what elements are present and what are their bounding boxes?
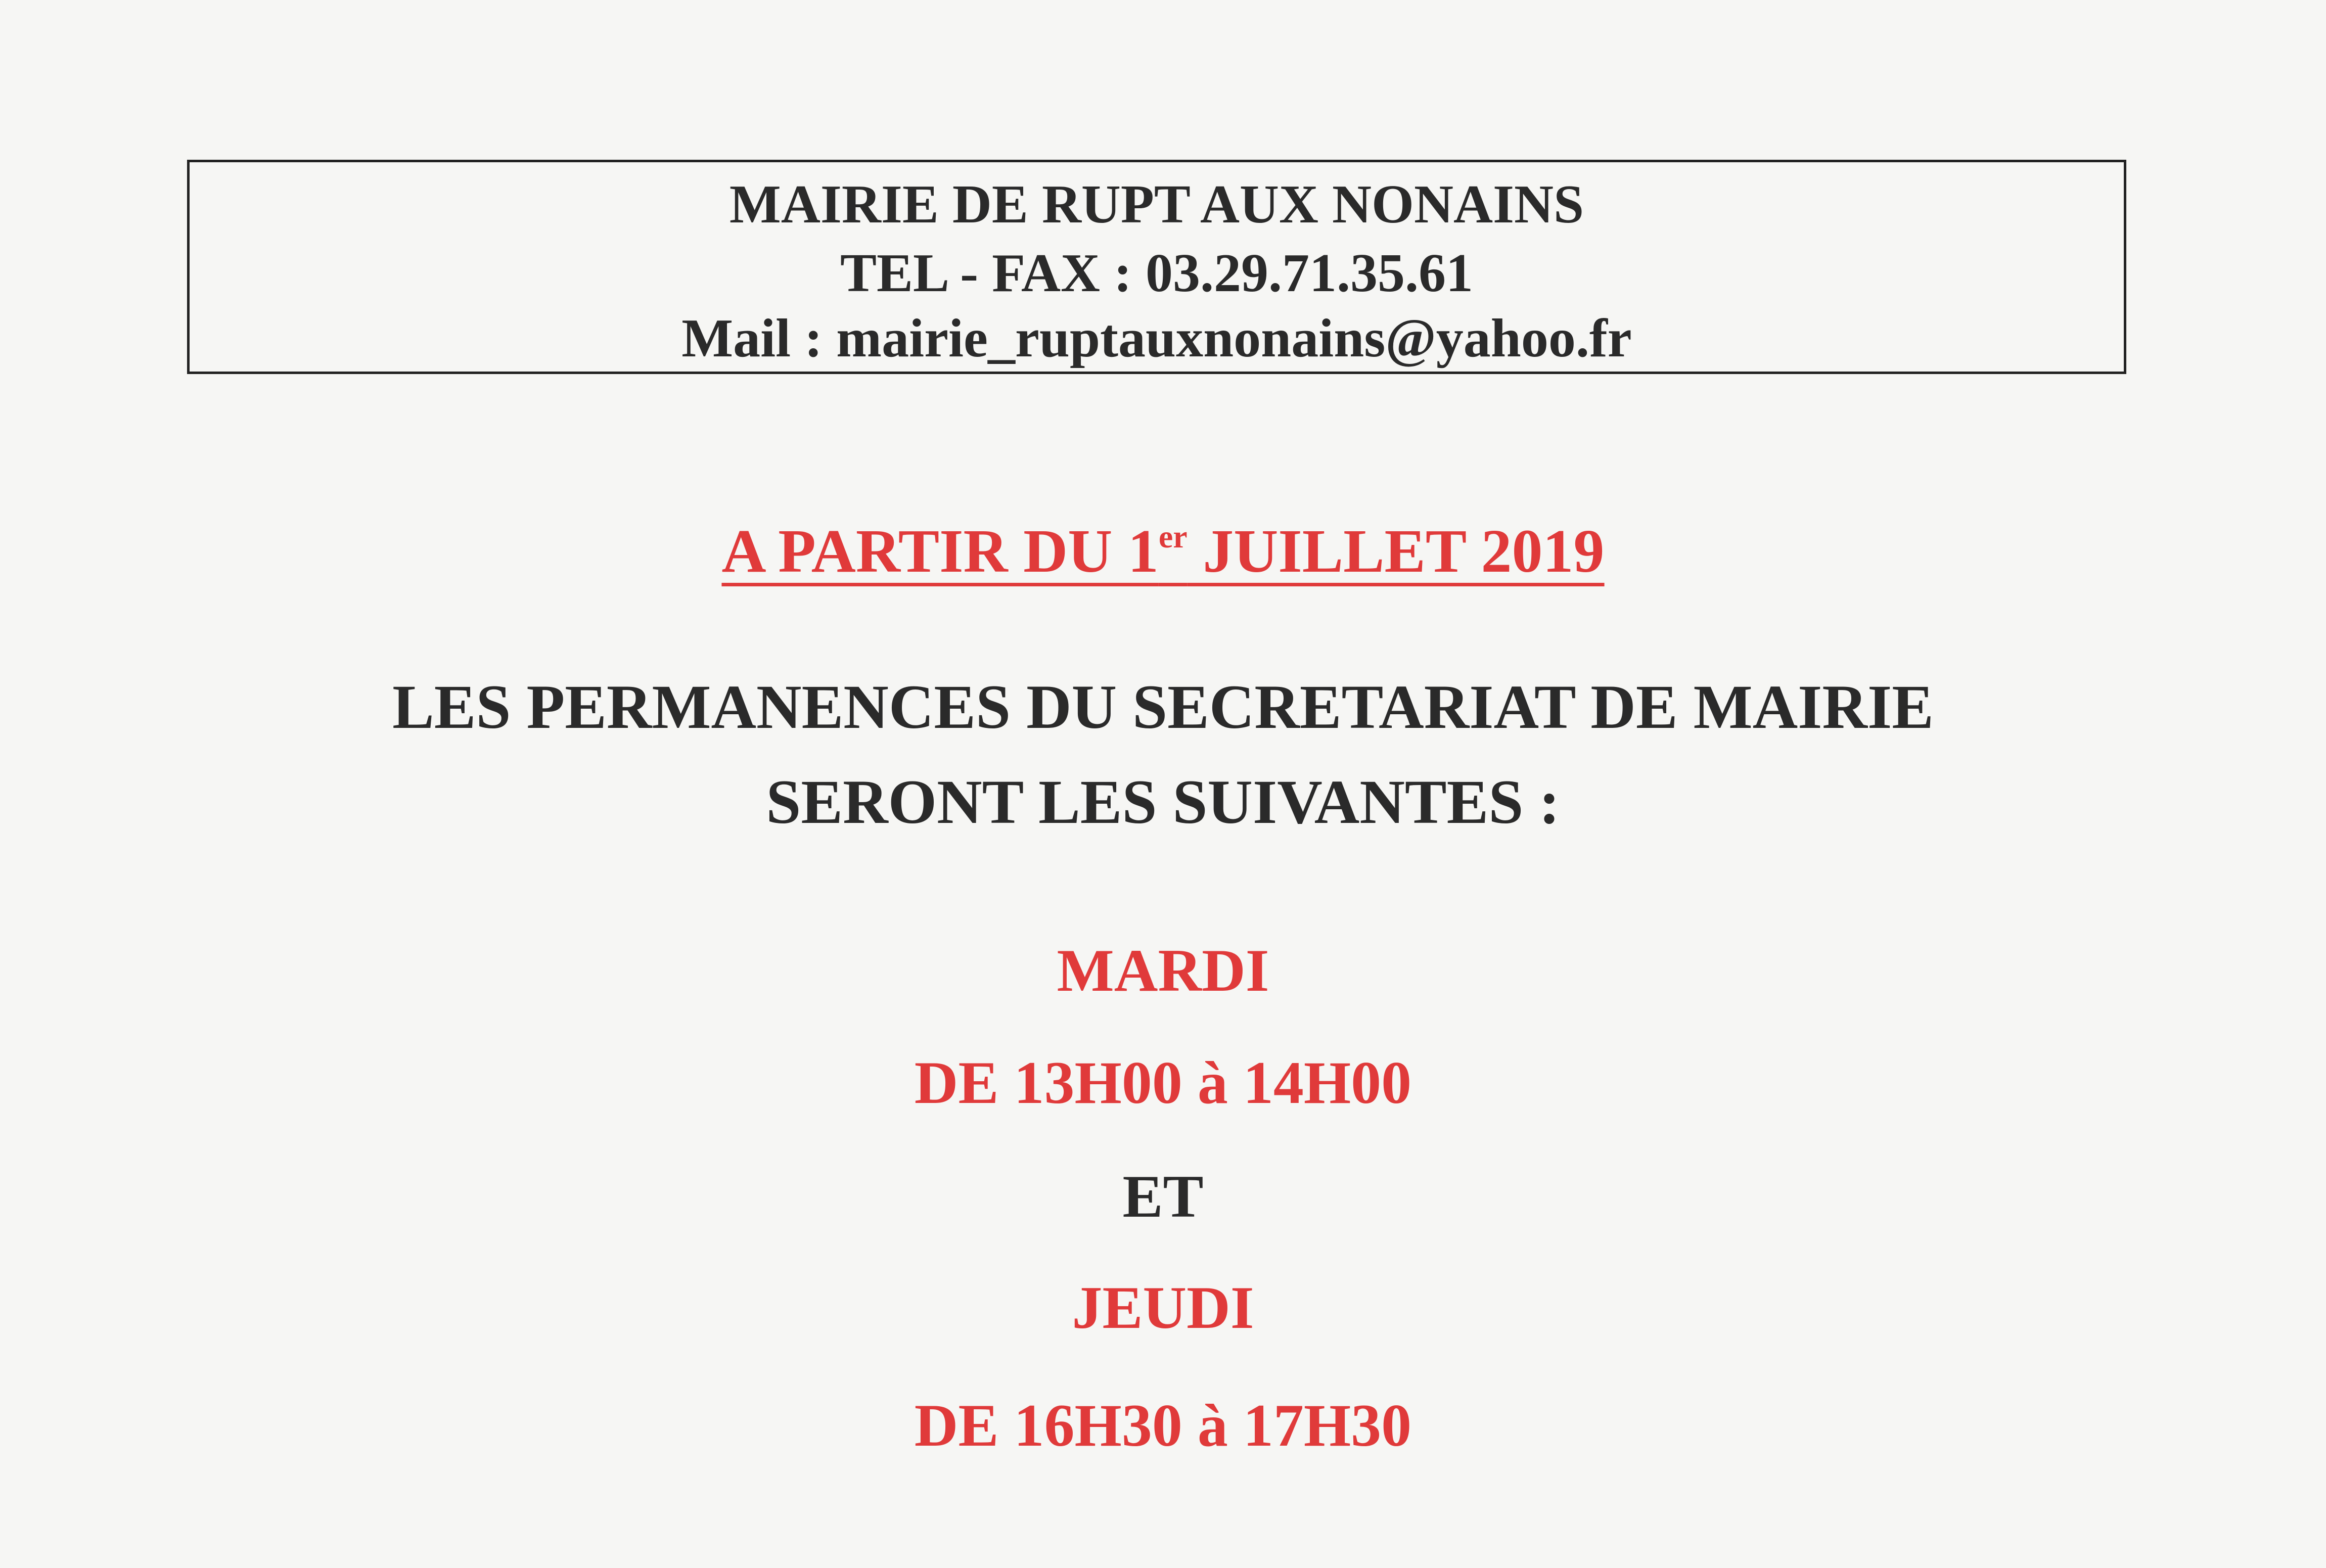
notice-line-2: SERONT LES SUIVANTES :: [766, 767, 1560, 837]
hours-tuesday: DE 13H00 à 14H00: [914, 1049, 1412, 1116]
hours-thursday: DE 16H30 à 17H30: [914, 1392, 1412, 1459]
date-before: A PARTIR DU 1: [721, 517, 1159, 585]
day-tuesday: MARDI: [1057, 937, 1269, 1004]
effective-date-text: [721, 517, 1604, 585]
day-thursday: JEUDI: [1072, 1274, 1254, 1341]
connector-et: ET: [1122, 1163, 1204, 1230]
notice-line-1: LES PERMANENCES DU SECRETARIAT DE MAIRIE: [392, 672, 1934, 742]
date-after: JUILLET 2019: [1187, 517, 1605, 585]
header-box: [187, 160, 2126, 374]
effective-date: [0, 517, 2326, 585]
mairie-name: MAIRIE DE RUPT AUX NONAINS: [729, 174, 1584, 235]
mail-address: Mail : mairie_ruptauxnonains@yahoo.fr: [681, 308, 1632, 368]
date-ordinal-suffix: er: [1158, 519, 1188, 555]
tel-fax: TEL - FAX : 03.29.71.35.61: [840, 243, 1474, 303]
